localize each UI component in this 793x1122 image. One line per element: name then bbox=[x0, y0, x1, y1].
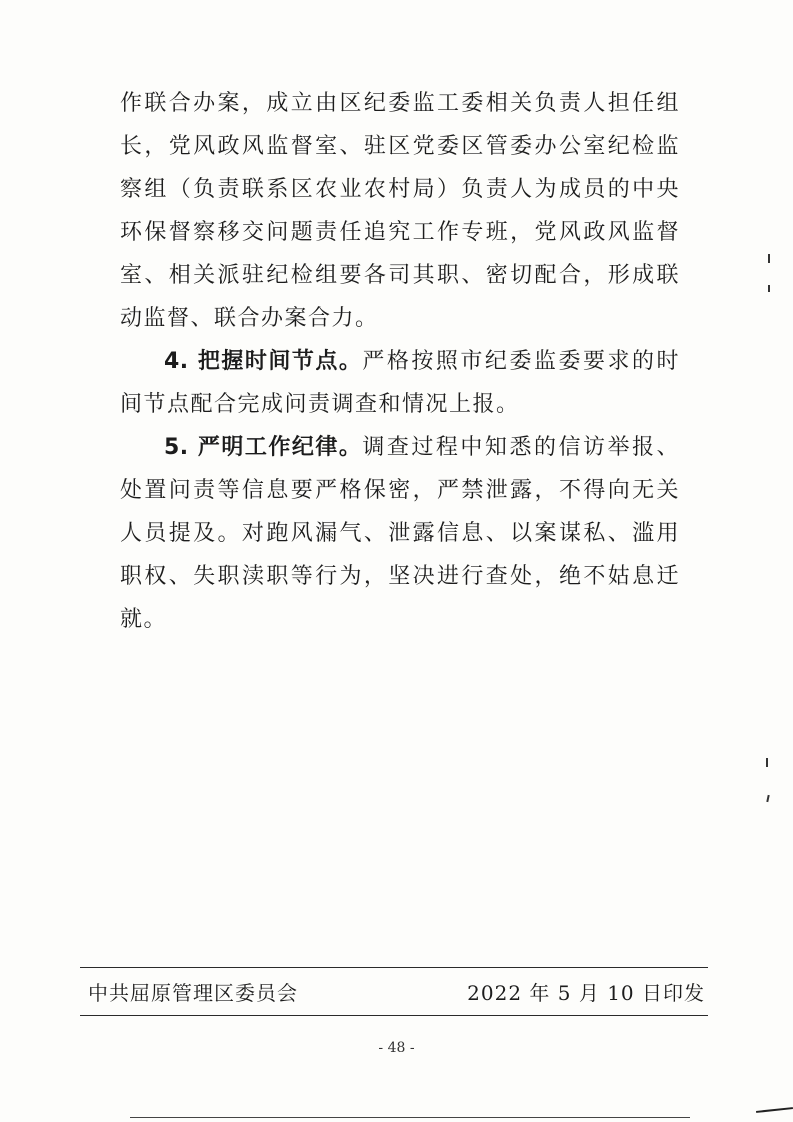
binding-hole-mark bbox=[766, 795, 769, 802]
scan-corner-mark bbox=[756, 1107, 793, 1113]
item-5-text: 调查过程中知悉的信访举报、处置问责等信息要严格保密，严禁泄露，不得向无关人员提及。对跑风漏气、泄露信息、以案谋私、滥用职权、失职渎职等行为，坚决进行查处，绝不姑息迁就。 bbox=[120, 435, 680, 632]
item-4-paragraph bbox=[120, 340, 680, 426]
continued-paragraph: 作联合办案，成立由区纪委监工委相关负责人担任组长，党风政风监督室、驻区党委区管委办公室纪检监察组（负责联系区农业农村局）负责人为成员的中央环保督察移交问题责任追究工作专班，党风政风监督室、相关派驻纪检组要各司其职、密切配合，形成联动监督、联合办案合力。 bbox=[120, 91, 680, 331]
footer-bottom-rule bbox=[80, 1015, 708, 1016]
issuer-name: 中共屈原管理区委员会 bbox=[88, 981, 298, 1005]
binding-hole-mark bbox=[768, 254, 770, 263]
item-5-heading: 5. 严明工作纪律。 bbox=[164, 435, 363, 460]
item-5-paragraph bbox=[120, 426, 680, 641]
bottom-edge-rule bbox=[130, 1117, 690, 1118]
item-4-text: 严格按照市纪委监委要求的时间节点配合完成问责调查和情况上报。 bbox=[120, 349, 680, 417]
binding-hole-mark bbox=[768, 285, 770, 292]
issue-date: 2022 年 5 月 10 日印发 bbox=[467, 981, 705, 1005]
item-4-heading: 4. 把握时间节点。 bbox=[164, 349, 363, 374]
footer-top-rule bbox=[80, 967, 708, 968]
document-body bbox=[120, 82, 680, 641]
page-number: - 48 - bbox=[378, 1040, 415, 1056]
binding-hole-mark bbox=[766, 758, 768, 767]
